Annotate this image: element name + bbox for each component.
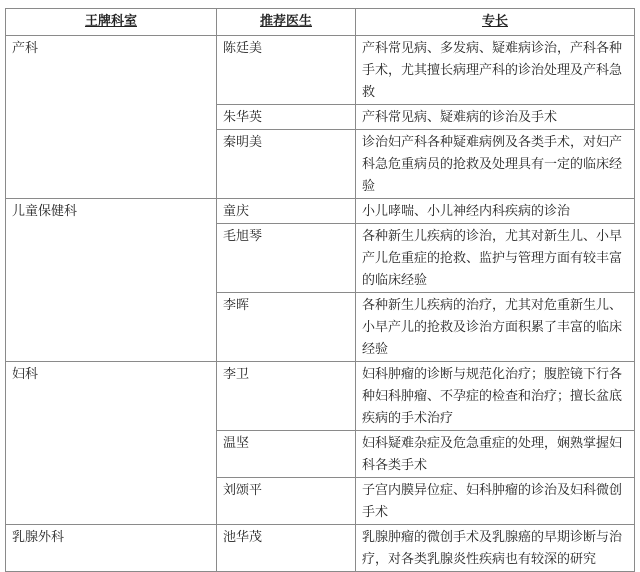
doctor-recommendation-table bbox=[5, 8, 635, 572]
header-row bbox=[6, 9, 635, 36]
doctor-name-cell: 毛旭琴 bbox=[217, 224, 356, 293]
doctor-name-cell: 李卫 bbox=[217, 362, 356, 431]
department-cell: 妇科 bbox=[6, 362, 217, 525]
specialty-cell: 各种新生儿疾病的诊治，尤其对新生儿、小早产儿危重症的抢救、监护与管理方面有较丰富的临床经验 bbox=[356, 224, 635, 293]
specialty-cell: 妇科肿瘤的诊断与规范化治疗；腹腔镜下行各种妇科肿瘤、不孕症的检查和治疗；擅长盆底疾病的手术治疗 bbox=[356, 362, 635, 431]
table-row bbox=[6, 199, 635, 224]
doctor-name-cell: 童庆 bbox=[217, 199, 356, 224]
department-cell: 乳腺外科 bbox=[6, 525, 217, 572]
table-row bbox=[6, 36, 635, 105]
specialty-cell: 各种新生儿疾病的治疗，尤其对危重新生儿、小早产儿的抢救及诊治方面积累了丰富的临床经验 bbox=[356, 293, 635, 362]
specialty-cell: 子宫内膜异位症、妇科肿瘤的诊治及妇科微创手术 bbox=[356, 478, 635, 525]
doctor-name-cell: 刘颂平 bbox=[217, 478, 356, 525]
specialty-cell: 小儿哮喘、小儿神经内科疾病的诊治 bbox=[356, 199, 635, 224]
doctor-name-cell: 李晖 bbox=[217, 293, 356, 362]
doctor-name-cell: 池华茂 bbox=[217, 525, 356, 572]
header-specialty: 专长 bbox=[356, 9, 635, 36]
specialty-cell: 乳腺肿瘤的微创手术及乳腺癌的早期诊断与治疗，对各类乳腺炎性疾病也有较深的研究 bbox=[356, 525, 635, 572]
specialty-cell: 产科常见病、疑难病的诊治及手术 bbox=[356, 105, 635, 130]
table-row bbox=[6, 362, 635, 431]
specialty-cell: 产科常见病、多发病、疑难病诊治，产科各种手术，尤其擅长病理产科的诊治处理及产科急救 bbox=[356, 36, 635, 105]
header-department: 王牌科室 bbox=[6, 9, 217, 36]
doctor-name-cell: 温坚 bbox=[217, 431, 356, 478]
specialty-cell: 诊治妇产科各种疑难病例及各类手术，对妇产科急危重病员的抢救及处理具有一定的临床经验 bbox=[356, 130, 635, 199]
department-cell: 儿童保健科 bbox=[6, 199, 217, 362]
doctor-name-cell: 陈廷美 bbox=[217, 36, 356, 105]
table-row bbox=[6, 525, 635, 572]
header-doctor: 推荐医生 bbox=[217, 9, 356, 36]
specialty-cell: 妇科疑难杂症及危急重症的处理，娴熟掌握妇科各类手术 bbox=[356, 431, 635, 478]
department-cell: 产科 bbox=[6, 36, 217, 199]
doctor-name-cell: 秦明美 bbox=[217, 130, 356, 199]
doctor-name-cell: 朱华英 bbox=[217, 105, 356, 130]
